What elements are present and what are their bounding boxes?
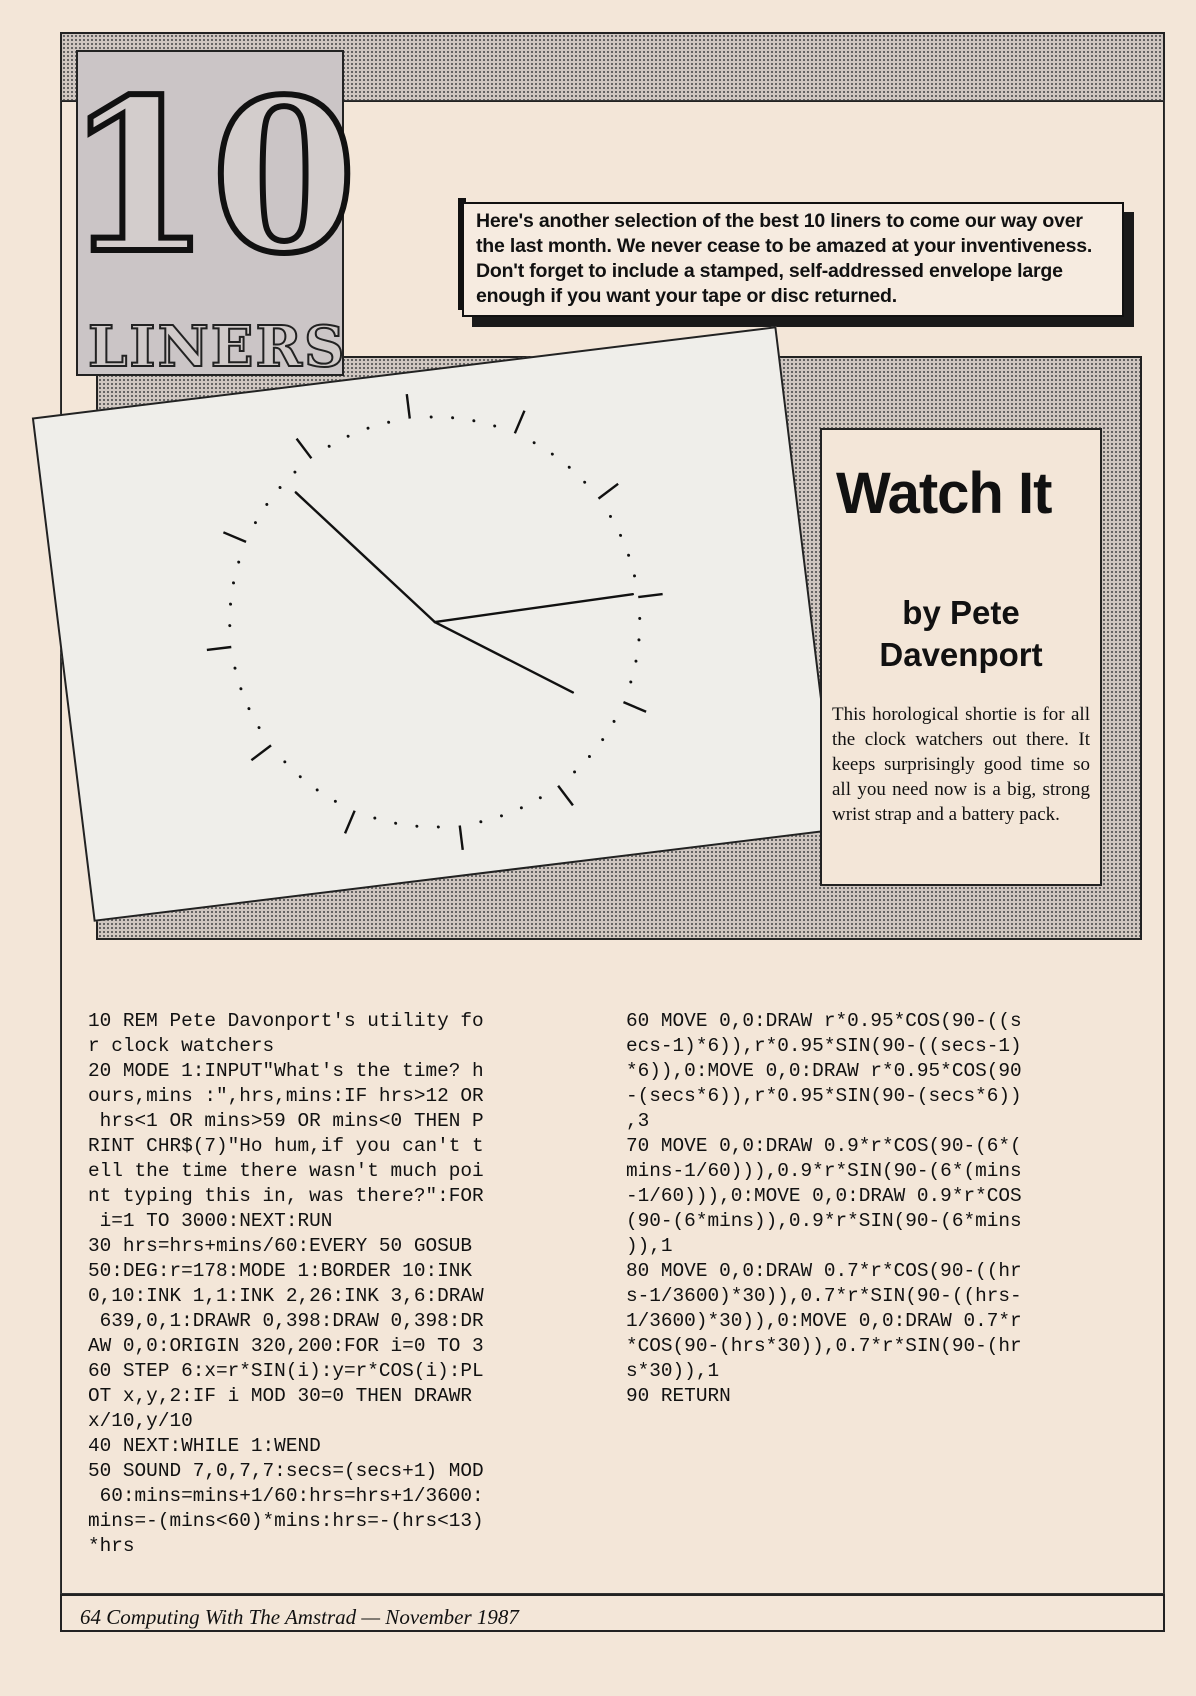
code-line: x/10,y/10 <box>88 1410 193 1432</box>
hour-tick <box>207 647 231 650</box>
minute-dot <box>237 560 240 563</box>
minute-dot <box>609 515 612 518</box>
code-line: hrs<1 OR mins>59 OR mins<0 THEN P <box>88 1110 484 1132</box>
code-line: mins-1/60))),0.9*r*SIN(90-(6*(mins <box>626 1160 1022 1182</box>
minute-dot <box>257 726 260 729</box>
code-line: 60:mins=mins+1/60:hrs=hrs+1/3600: <box>88 1485 484 1507</box>
page-footer: 64 Computing With The Amstrad — November 1987 <box>80 1605 519 1629</box>
code-line: mins=-(mins<60)*mins:hrs=-(hrs<13) <box>88 1510 484 1532</box>
minute-dot <box>472 419 475 422</box>
footer-rule <box>60 1594 1165 1596</box>
clock-hand-long <box>296 478 435 637</box>
minute-dot <box>228 624 231 627</box>
minute-dot <box>316 788 319 791</box>
minute-dot <box>233 666 236 669</box>
hour-tick <box>223 530 246 545</box>
hour-tick <box>623 700 646 715</box>
code-line: 60 MOVE 0,0:DRAW r*0.95*COS(90-((s <box>626 1010 1022 1032</box>
minute-dot <box>633 574 636 577</box>
code-line: 20 MODE 1:INPUT"What's the time? h <box>88 1060 484 1082</box>
code-line: 90 RETURN <box>626 1385 731 1407</box>
code-line: ell the time there wasn't much poi <box>88 1160 484 1182</box>
code-listing-left <box>88 1009 484 1559</box>
code-line: s-1/3600)*30)),0.7*r*SIN(90-((hrs- <box>626 1285 1022 1307</box>
code-line: *hrs <box>88 1535 135 1557</box>
clock-face <box>34 328 836 919</box>
clock-hand-short <box>435 606 573 708</box>
code-line: 40 NEXT:WHILE 1:WEND <box>88 1435 321 1457</box>
code-line: 50 SOUND 7,0,7,7:secs=(secs+1) MOD <box>88 1460 484 1482</box>
code-line: 639,0,1:DRAWR 0,398:DRAW 0,398:DR <box>88 1310 484 1332</box>
minute-dot <box>437 825 440 828</box>
minute-dot <box>601 738 604 741</box>
minute-dot <box>387 421 390 424</box>
minute-dot <box>283 760 286 763</box>
minute-dot <box>293 470 296 473</box>
code-line: i=1 TO 3000:NEXT:RUN <box>88 1210 333 1232</box>
code-line: -(secs*6)),r*0.95*SIN(90-(secs*6)) <box>626 1085 1022 1107</box>
minute-dot <box>328 445 331 448</box>
code-line: ours,mins :",hrs,mins:IF hrs>12 OR <box>88 1085 484 1107</box>
minute-dot <box>415 825 418 828</box>
code-line: AW 0,0:ORIGIN 320,200:FOR i=0 TO 3 <box>88 1335 484 1357</box>
hour-tick <box>297 437 312 460</box>
code-line: OT x,y,2:IF i MOD 30=0 THEN DRAWR <box>88 1385 472 1407</box>
article-title: Watch It <box>836 461 1052 526</box>
minute-dot <box>373 816 376 819</box>
code-line: r clock watchers <box>88 1035 275 1057</box>
minute-dot <box>366 427 369 430</box>
minute-dot <box>229 602 232 605</box>
minute-dot <box>619 534 622 537</box>
minute-dot <box>430 415 433 418</box>
minute-dot <box>278 486 281 489</box>
hour-tick <box>407 394 410 418</box>
code-line: (90-(6*mins)),0.9*r*SIN(90-(6*mins <box>626 1210 1022 1232</box>
minute-dot <box>334 800 337 803</box>
clock-hand-second <box>434 594 633 622</box>
minute-dot <box>500 814 503 817</box>
minute-dot <box>627 554 630 557</box>
code-line: ,3 <box>626 1110 650 1132</box>
article-byline: by Pete Davenport <box>879 594 1043 673</box>
minute-dot <box>451 416 454 419</box>
hour-tick <box>558 784 573 807</box>
minute-dot <box>583 481 586 484</box>
logo-word: LINERS <box>88 314 347 380</box>
minute-dot <box>239 687 242 690</box>
hour-tick <box>512 411 527 434</box>
ten-liners-logo <box>64 50 358 380</box>
code-line: )),1 <box>626 1235 673 1257</box>
minute-dot <box>479 820 482 823</box>
code-line: 30 hrs=hrs+mins/60:EVERY 50 GOSUB <box>88 1235 472 1257</box>
article-title-box <box>820 428 1102 886</box>
code-line: 70 MOVE 0,0:DRAW 0.9*r*COS(90-(6*( <box>626 1135 1022 1157</box>
code-line: 0,10:INK 1,1:INK 2,26:INK 3,6:DRAW <box>88 1285 484 1307</box>
code-line: *6)),0:MOVE 0,0:DRAW r*0.95*COS(90 <box>626 1060 1022 1082</box>
minute-dot <box>520 806 523 809</box>
code-listing-right <box>626 1009 1022 1409</box>
code-line: s*30)),1 <box>626 1360 720 1382</box>
code-line: -1/60))),0:MOVE 0,0:DRAW 0.9*r*COS <box>626 1185 1022 1207</box>
minute-dot <box>394 822 397 825</box>
code-line: RINT CHR$(7)"Ho hum,if you can't t <box>88 1135 484 1157</box>
minute-dot <box>573 770 576 773</box>
minute-dot <box>588 755 591 758</box>
minute-dot <box>568 466 571 469</box>
code-line: 10 REM Pete Davonport's utility fo <box>88 1010 484 1032</box>
article-blurb: This horological shortie is for all the clock watchers out there. It keeps surprisingly good time so all you need now is a big, strong wrist strap and a battery pack. <box>832 704 1090 825</box>
minute-dot <box>532 441 535 444</box>
minute-dot <box>637 638 640 641</box>
minute-dot <box>638 617 641 620</box>
code-line: 60 STEP 6:x=r*SIN(i):y=r*COS(i):PL <box>88 1360 484 1382</box>
clock-screenshot <box>32 326 838 922</box>
minute-dot <box>493 424 496 427</box>
intro-box: Here's another selection of the best 10 liners to come our way over the last month. We never cease to be amazed at your inventiveness. Don't forget to include a stamped, self-addressed envelope large enough if you want your tape or disc returned. <box>462 202 1124 317</box>
minute-dot <box>265 503 268 506</box>
hour-tick <box>342 811 357 834</box>
minute-dot <box>254 521 257 524</box>
minute-dot <box>629 680 632 683</box>
code-line: 80 MOVE 0,0:DRAW 0.7*r*COS(90-((hr <box>626 1260 1022 1282</box>
code-line: 50:DEG:r=178:MODE 1:BORDER 10:INK <box>88 1260 472 1282</box>
minute-dot <box>634 659 637 662</box>
code-line: *COS(90-(hrs*30)),0.7*r*SIN(90-(hr <box>626 1335 1022 1357</box>
minute-dot <box>346 435 349 438</box>
minute-dot <box>232 581 235 584</box>
code-line: 1/3600)*30)),0:MOVE 0,0:DRAW 0.7*r <box>626 1310 1022 1332</box>
minute-dot <box>551 452 554 455</box>
minute-dot <box>539 796 542 799</box>
hour-tick <box>250 745 273 760</box>
hour-tick <box>597 484 620 499</box>
minute-dot <box>299 775 302 778</box>
logo-number-art <box>64 53 358 300</box>
code-line: nt typing this in, was there?":FOR <box>88 1185 484 1207</box>
minute-dot <box>612 720 615 723</box>
hour-tick <box>460 825 463 849</box>
minute-dot <box>247 707 250 710</box>
hour-tick <box>638 594 662 597</box>
logo-number: 10 <box>64 53 358 300</box>
code-line: ecs-1)*6)),r*0.95*SIN(90-((secs-1) <box>626 1035 1022 1057</box>
